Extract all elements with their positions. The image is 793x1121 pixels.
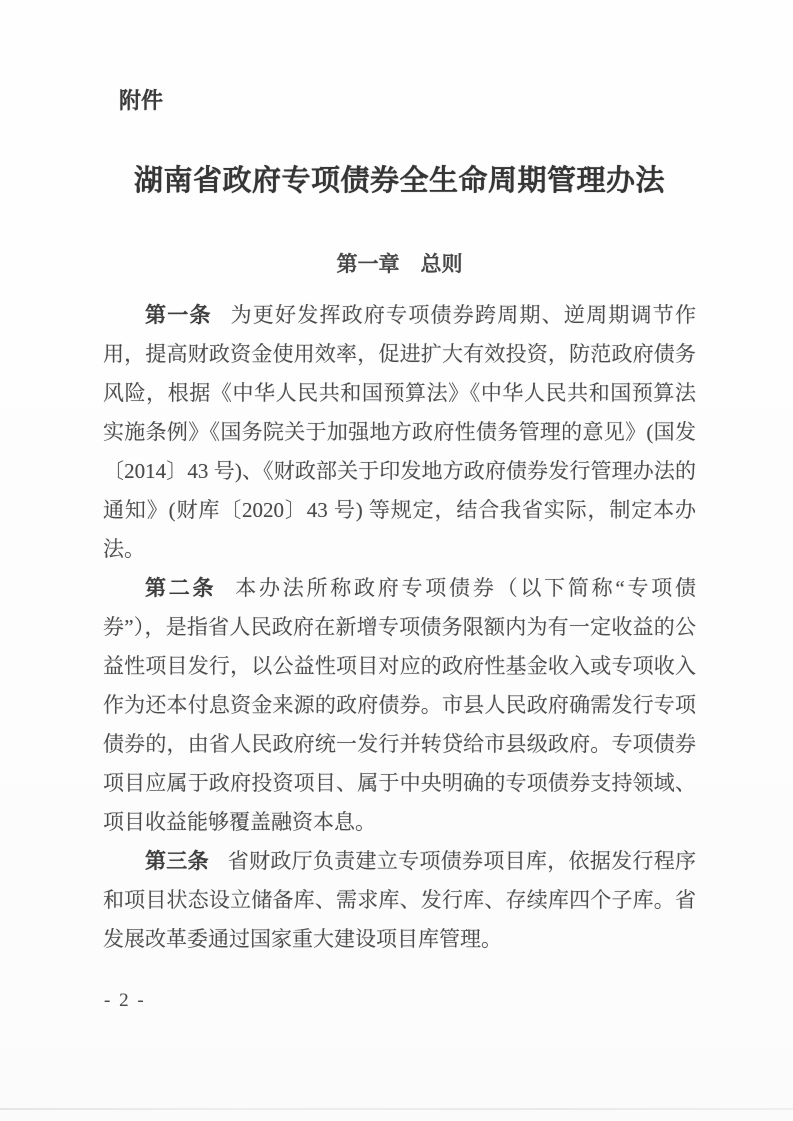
attachment-label: 附件 [119,88,164,113]
paragraph-article-1 [103,296,696,569]
page-number: - 2 - [104,990,146,1011]
paragraph-article-3 [103,842,696,959]
article-3-number: 第三条 [145,849,209,873]
article-1-number: 第一条 [145,303,212,327]
article-2-number: 第二条 [145,576,217,600]
article-1-text: 为更好发挥政府专项债券跨周期、逆周期调节作用，提高财政资金使用效率，促进扩大有效投资，防范政府债务风险，根据《中华人民共和国预算法》《中华人民共和国预算法实施条例》《国务院关于加强地方政府性债务管理的意见》(国发〔2014〕43 号)、《财政部关于印发地方政府债券发行管理办法的通知》(财库〔2020〕43 号) 等规定，结合我省实际，制定本办法。 [103,303,697,561]
article-3-text: 省财政厅负责建立专项债券项目库，依据发行程序和项目状态设立储备库、需求库、发行库、存续库四个子库。省发展改革委通过国家重大建设项目库管理。 [103,849,696,951]
paragraph-article-2 [103,569,696,842]
chapter-heading: 第一章 总则 [336,252,463,276]
article-2-text: 本办法所称政府专项债券（以下简称“专项债券”），是指省人民政府在新增专项债务限额内为有一定收益的公益性项目发行，以公益性项目对应的政府性基金收入或专项收入作为还本付息资金来源的政府债券。市县人民政府确需发行专项债券的，由省人民政府统一发行并转贷给市县级政府。专项债券项目应属于政府投资项目、属于中央明确的专项债券支持领域、项目收益能够覆盖融资本息。 [103,576,696,834]
document-body [103,296,696,959]
document-title: 湖南省政府专项债券全生命周期管理办法 [133,165,665,197]
scan-edge-line [0,1108,793,1110]
